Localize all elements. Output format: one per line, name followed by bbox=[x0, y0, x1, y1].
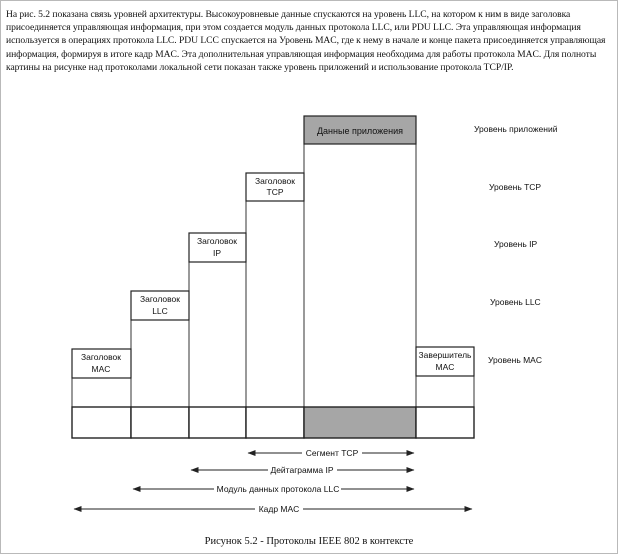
mac-frame-row bbox=[72, 407, 474, 438]
mac-trailer-line1: Завершитель bbox=[418, 350, 472, 360]
mac-trailer-line2: MAC bbox=[435, 362, 455, 372]
mac-header-line1: Заголовок bbox=[81, 352, 121, 362]
tcp-header-line1: Заголовок bbox=[255, 176, 295, 186]
llc-header-line1: Заголовок bbox=[140, 294, 180, 304]
tcp-header-line2: TCP bbox=[266, 187, 284, 197]
mac-header-line2: MAC bbox=[91, 364, 111, 374]
ip-header-line2: IP bbox=[212, 248, 222, 258]
level-app-label: Уровень приложений bbox=[474, 124, 558, 134]
mac-frame-label: Кадр MAC bbox=[258, 504, 300, 514]
app-data-label: Данные приложения bbox=[316, 126, 404, 136]
figure-caption: Рисунок 5.2 - Протоколы IEEE 802 в контексте bbox=[204, 536, 414, 547]
ip-datagram-label: Дейтаграмма IP bbox=[270, 465, 334, 475]
level-ip-label: Уровень IP bbox=[494, 239, 538, 249]
ip-header-line1: Заголовок bbox=[197, 236, 237, 246]
level-tcp-label: Уровень TCP bbox=[489, 182, 542, 192]
llc-pdu-label: Модуль данных протокола LLC bbox=[216, 484, 340, 494]
level-mac-label: Уровень MAC bbox=[488, 355, 542, 365]
level-llc-label: Уровень LLC bbox=[490, 297, 541, 307]
llc-header-line2: LLC bbox=[152, 306, 168, 316]
tcp-segment-label: Сегмент TCP bbox=[305, 448, 359, 458]
intro-paragraph: На рис. 5.2 показана связь уровней архитектуры. Высокоуровневые данные спускаются на уровень LLC, на котором к ним в виде заголовка присоединяется управляющая информация, при этом создается модуль данных протокола LLC, или PDU LLC. Эта управляющая информация используется в операциях протокола LLC. PDU LCC спускается на Уровень MAC, где к нему в начале и конце пакета присоединяется управляющая информация, формируя в итоге кадр MAC. Эта дополнительная управляющая информация необходима для работы протокола MAC. Для полноты картины на рисунке над протоколами локальной сети показан также уровень приложений и использование протокола TCP/IP. bbox=[6, 9, 606, 73]
